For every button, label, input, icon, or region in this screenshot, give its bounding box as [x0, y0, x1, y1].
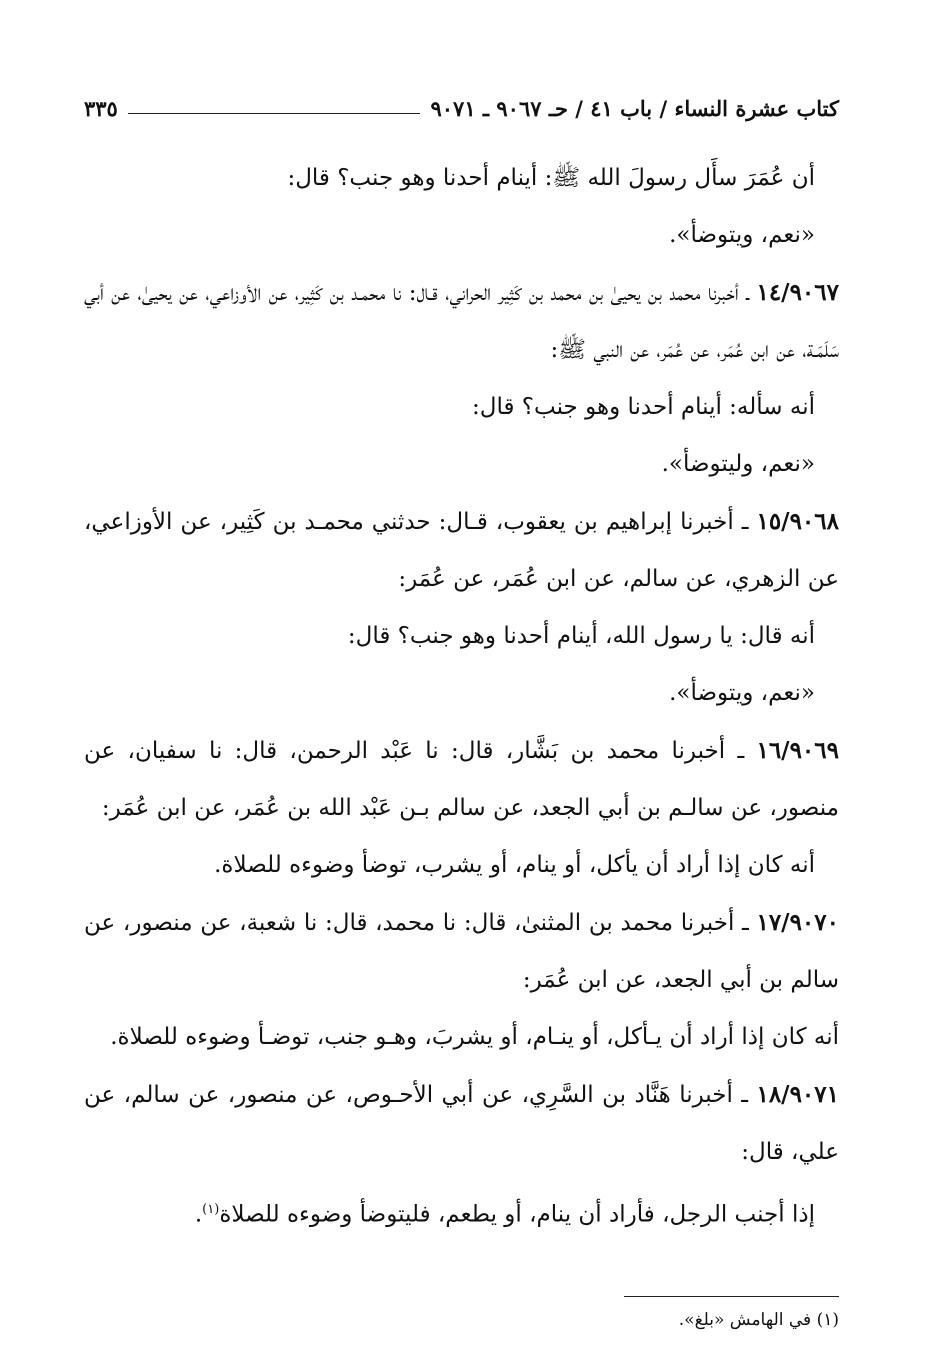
matn-paragraph: أن عُمَرَ سأَل رسولَ الله ﷺ: أينام أحدنا وهو جنب؟ قال: — [287, 165, 815, 191]
page-number: ٣٣٥ — [84, 95, 118, 121]
footnote: (١) في الهامش «بلغ». — [678, 1310, 839, 1330]
hadith-number: ١٨/٩٠٧١ — [756, 1081, 839, 1108]
footnote-rule — [624, 1296, 839, 1297]
header-title: كتاب عشرة النساء / باب ٤١ / حـ ٩٠٦٧ ـ ٩٠٧١ — [430, 95, 839, 121]
matn-paragraph: أنه قال: يا رسول الله، أينام أحدنا وهو جنب؟ قال: — [347, 623, 815, 649]
running-header — [84, 88, 839, 128]
matn-paragraph: أنه سأله: أينام أحدنا وهو جنب؟ قال: — [472, 394, 815, 420]
matn-paragraph: «نعم، ويتوضأ». — [669, 222, 815, 248]
isnad-paragraph: ١٨/٩٠٧١ ـ أخبرنا هَنَّاد بن السَّرِي، عن أبي الأحـوص، عن منصور، عن سالم، عن علي، قال: — [84, 1081, 839, 1165]
matn-paragraph: أنه كان إذا أراد أن يـأكل، أو ينـام، أو يشربَ، وهـو جنب، توضـأ وضوءه للصلاة. — [110, 1024, 839, 1050]
matn-paragraph: «نعم، وليتوضأ». — [661, 451, 815, 477]
hadith-number: ١٧/٩٠٧٠ — [756, 909, 839, 936]
matn-paragraph: أنه كان إذا أراد أن يأكل، أو ينام، أو يشرب، توضأ وضوءه للصلاة. — [214, 852, 815, 878]
hadith-number: ١٥/٩٠٦٨ — [756, 508, 839, 535]
main-text — [84, 150, 839, 1244]
matn-paragraph: «نعم، ويتوضأ». — [669, 680, 815, 706]
header-rule — [128, 113, 421, 114]
isnad-paragraph: ١٧/٩٠٧٠ ـ أخبرنا محمد بن المثنىٰ، قال: نا محمد، قال: نا شعبة، عن منصور، عن سالم بن أبي الجعد، عن ابن عُمَر: — [84, 909, 839, 993]
isnad-paragraph: ١٤/٩٠٦٧ ـ أخبرنا محمد بن يحيىٰ بن محمد بن كَثِير الحراني، قـال: نا محمـد بن كَثِير، عن الأوزاعي، عن يحيىٰ، عن أبي سَلَمَـة، عن ابن عُمَر، عن عُمَر، عن النبي ﷺ: — [84, 279, 839, 363]
footnote-marker: (١) — [202, 1202, 220, 1217]
isnad-paragraph: ١٥/٩٠٦٨ ـ أخبرنا إبراهيم بن يعقوب، قـال: حدثني محمـد بن كَثِير، عن الأوزاعي، عن الزهري، عن سالم، عن ابن عُمَر، عن عُمَر: — [84, 508, 839, 592]
hadith-number: ١٦/٩٠٦٩ — [756, 737, 839, 764]
matn-paragraph: إذا أجنب الرجل، فأراد أن ينام، أو يطعم، فليتوضأ وضوءه للصلاة$^{(١)}$. — [194, 1201, 815, 1228]
isnad-paragraph: ١٦/٩٠٦٩ ـ أخبرنا محمد بن بَشَّار، قال: نا عَبْد الرحمن، قال: نا سفيان، عن منصور، عن سالـم بن أبي الجعد، عن سالم بـن عَبْد الله بن عُمَر، عن ابن عُمَر: — [84, 737, 839, 821]
hadith-number: ١٤/٩٠٦٧ — [756, 279, 839, 306]
